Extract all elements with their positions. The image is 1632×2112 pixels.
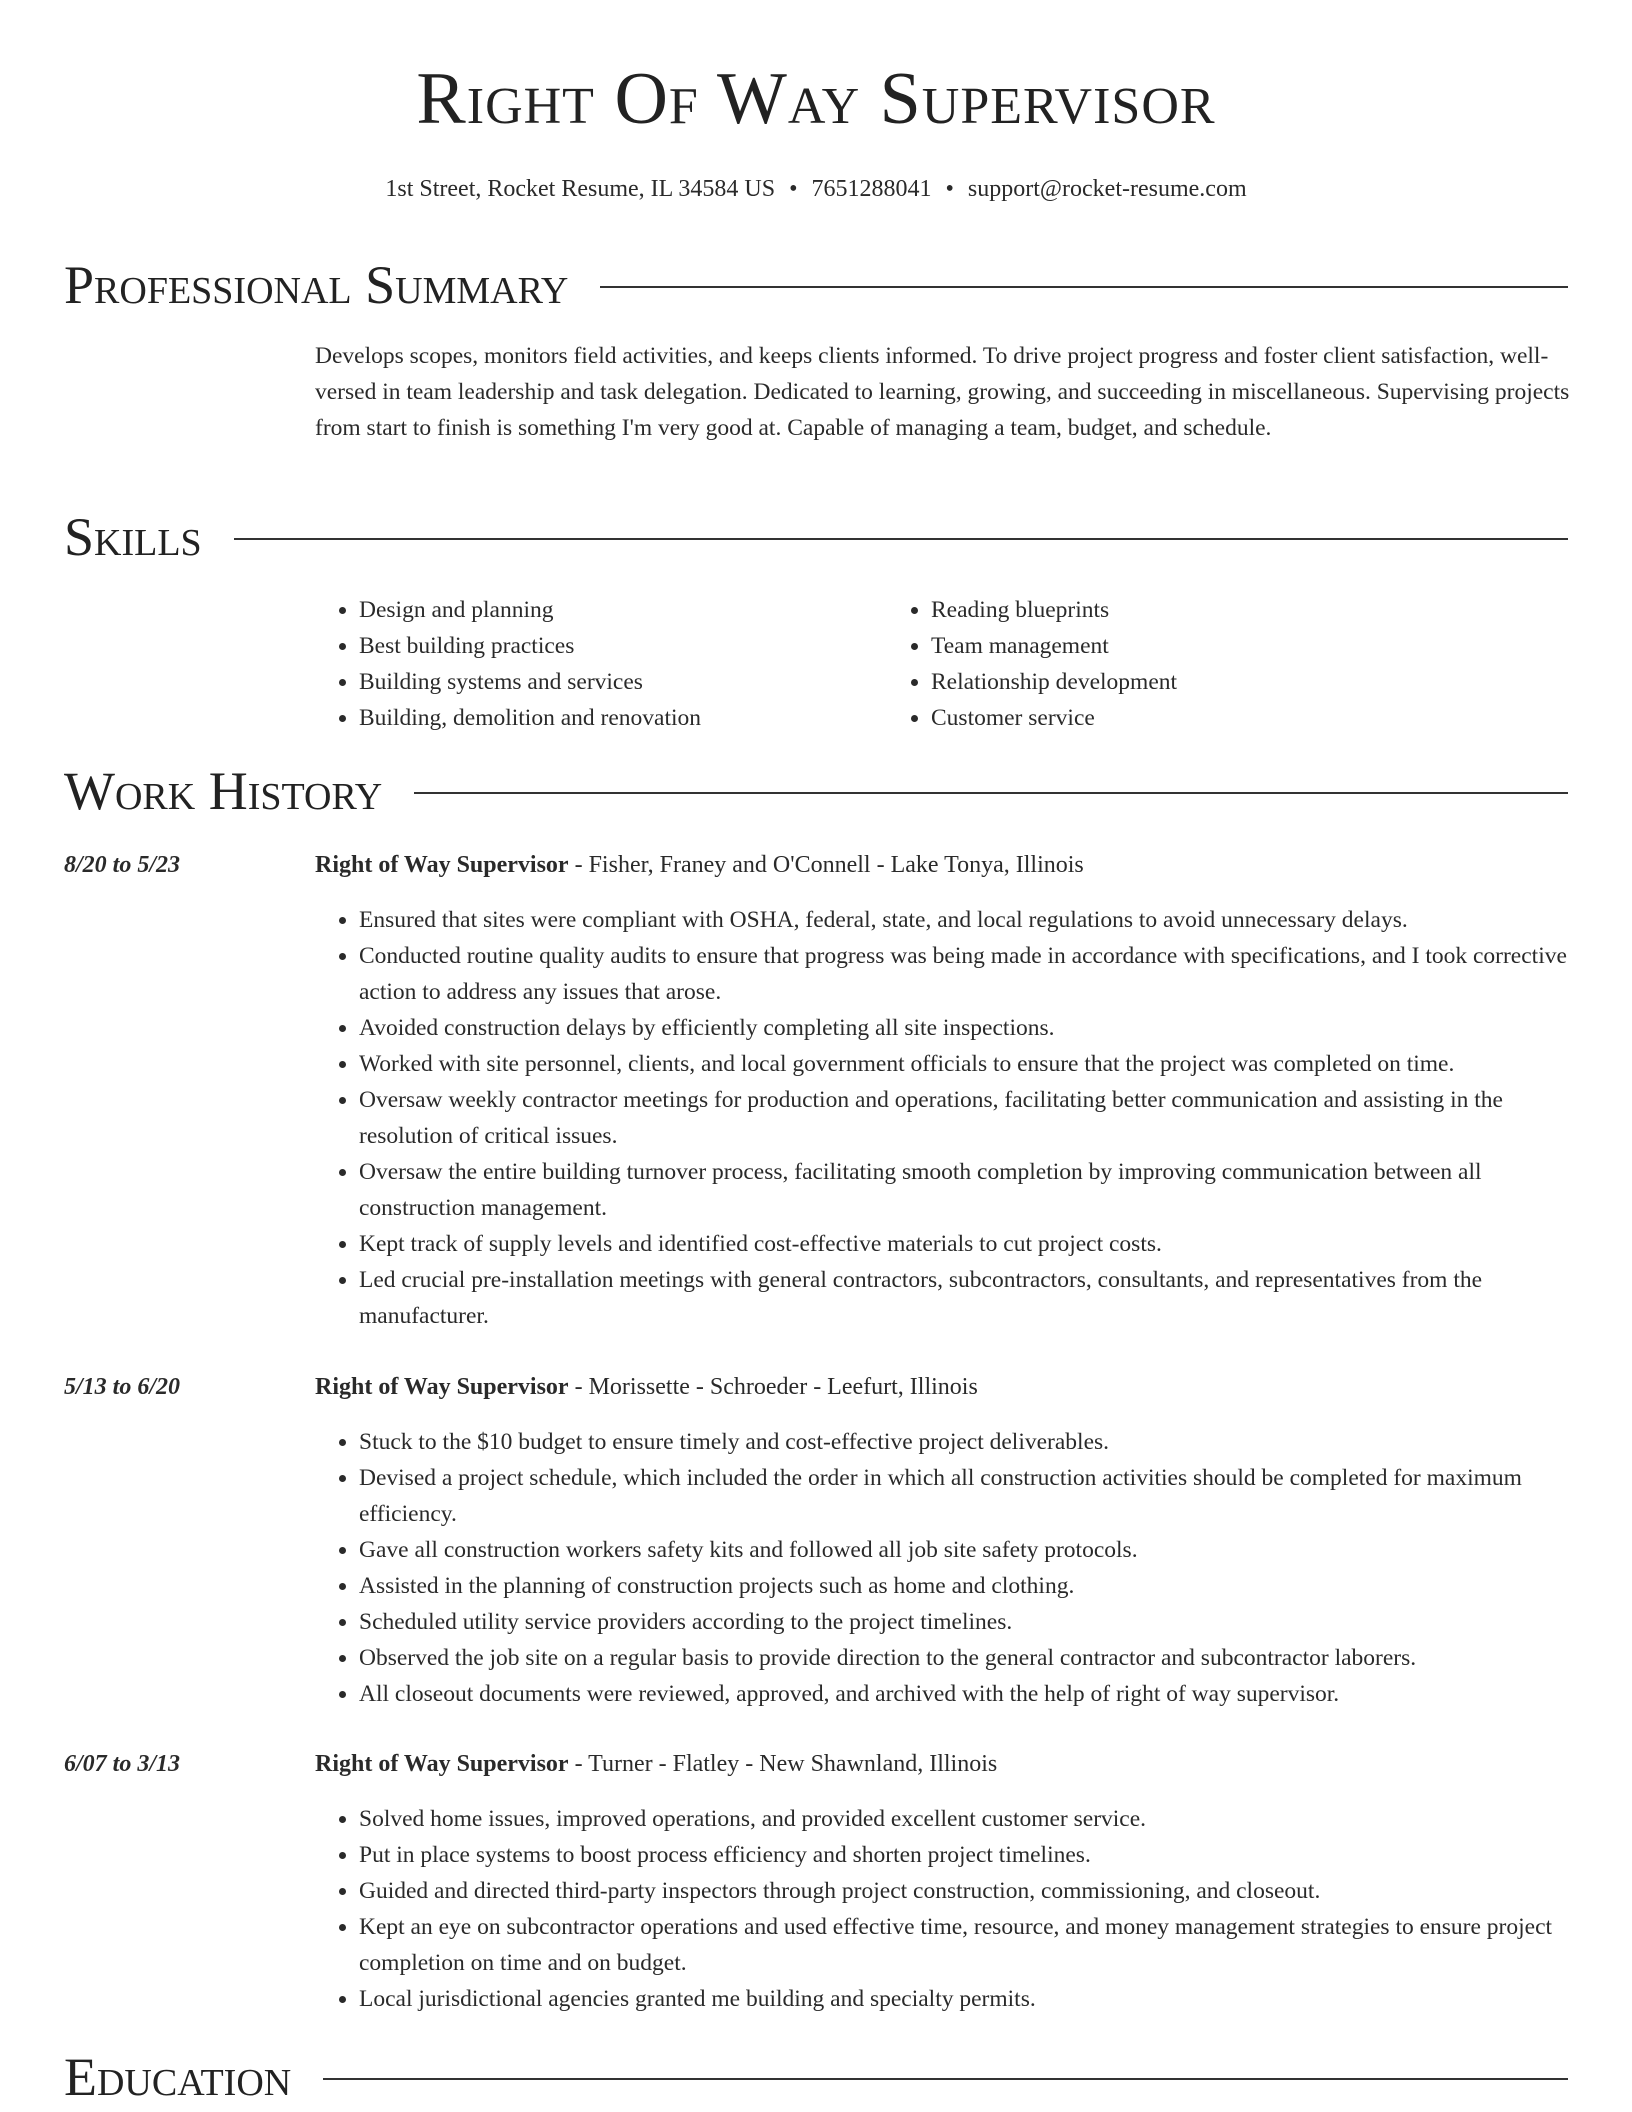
section-rule [323, 2078, 1568, 2080]
job-employer-location: - Turner - Flatley - New Shawnland, Illinois [568, 1751, 998, 1777]
section-header-summary [64, 255, 1568, 315]
job-bullet: • Devised a project schedule, which included the order in which all construction activities should be completed for maximum efficiency. [359, 1460, 1568, 1532]
job-bullet: • Solved home issues, improved operations, and provided excellent customer service. [359, 1801, 1568, 1837]
skill-item: • Building systems and services [359, 664, 887, 700]
resume-name: Right Of Way Supervisor [416, 58, 1216, 140]
section-title-skills: Skills [64, 507, 202, 567]
section-title-work: Work History [64, 761, 383, 821]
job-bullet: • Put in place systems to boost process efficiency and shorten project timelines. [359, 1837, 1568, 1873]
job-bullet: • Oversaw weekly contractor meetings for production and operations, facilitating better communication and assisting in the resolution of critical issues. [359, 1082, 1568, 1154]
section-header-work [64, 761, 1568, 821]
job-bullet: • Scheduled utility service providers according to the project timelines. [359, 1604, 1568, 1640]
job-bullet: • Worked with site personnel, clients, and local government officials to ensure that the project was completed on time. [359, 1046, 1568, 1082]
job-employer-location: - Morissette - Schroeder - Leefurt, Illinois [568, 1374, 978, 1400]
job-bullet: • All closeout documents were reviewed, approved, and archived with the help of right of way supervisor. [359, 1676, 1568, 1712]
job-bullets [315, 1801, 1568, 2017]
job-role: Right of Way Supervisor [315, 1374, 569, 1400]
skill-item: • Building, demolition and renovation [359, 700, 887, 736]
contact-line [0, 177, 1632, 201]
job-bullet: • Avoided construction delays by efficiently completing all site inspections. [359, 1010, 1568, 1046]
skill-item: • Customer service [931, 700, 1487, 736]
skill-item: • Best building practices [359, 628, 887, 664]
summary-text: Develops scopes, monitors field activities, and keeps clients informed. To drive project progress and foster client satisfaction, well-versed in team leadership and task delegation. Dedicated to learning, growing, and succeeding in miscellaneous. Supervising projects from start to finish is something I'm very good at. Capable of managing a team, budget, and schedule. [315, 343, 1570, 441]
contact-phone: 7651288041 [811, 176, 932, 202]
contact-separator: • [945, 176, 954, 202]
skills-column-right [887, 592, 1487, 736]
section-title-summary: Professional Summary [64, 255, 569, 315]
job-role: Right of Way Supervisor [315, 1751, 569, 1777]
job-role: Right of Way Supervisor [315, 852, 569, 878]
job-bullet: • Observed the job site on a regular basis to provide direction to the general contractor and subcontractor laborers. [359, 1640, 1568, 1676]
skill-item: • Team management [931, 628, 1487, 664]
job-bullet: • Assisted in the planning of construction projects such as home and clothing. [359, 1568, 1568, 1604]
job-bullet: • Kept track of supply levels and identified cost-effective materials to cut project costs. [359, 1226, 1568, 1262]
section-rule [414, 792, 1568, 794]
job-bullets [315, 1424, 1568, 1712]
job-bullets [315, 902, 1568, 1334]
job-bullet: • Kept an eye on subcontractor operations and used effective time, resource, and money management strategies to ensure project completion on time and on budget. [359, 1909, 1568, 1981]
job-dates: 6/07 to 3/13 [64, 1751, 181, 1777]
contact-separator: • [789, 176, 798, 202]
job-bullet: • Oversaw the entire building turnover process, facilitating smooth completion by improving communication between all construction management. [359, 1154, 1568, 1226]
section-header-education [64, 2047, 1568, 2107]
job-bullet: • Ensured that sites were compliant with OSHA, federal, state, and local regulations to avoid unnecessary delays. [359, 902, 1568, 938]
skill-item: • Relationship development [931, 664, 1487, 700]
job-bullet: • Led crucial pre-installation meetings with general contractors, subcontractors, consultants, and representatives from the manufacturer. [359, 1262, 1568, 1334]
skill-item: • Reading blueprints [931, 592, 1487, 628]
contact-email: support@rocket-resume.com [967, 176, 1247, 202]
contact-address: 1st Street, Rocket Resume, IL 34584 US [385, 176, 776, 202]
job-bullet: • Guided and directed third-party inspectors through project construction, commissioning, and closeout. [359, 1873, 1568, 1909]
job-title-line [315, 1746, 997, 1782]
job-dates: 8/20 to 5/23 [64, 852, 181, 878]
section-rule [234, 538, 1568, 540]
job-employer-location: - Fisher, Franey and O'Connell - Lake Tonya, Illinois [568, 852, 1084, 878]
section-header-skills [64, 507, 1568, 567]
job-bullet: • Stuck to the $10 budget to ensure timely and cost-effective project deliverables. [359, 1424, 1568, 1460]
section-rule [600, 286, 1568, 288]
section-title-education: Education [64, 2047, 292, 2107]
job-dates: 5/13 to 6/20 [64, 1374, 181, 1400]
job-bullet: • Conducted routine quality audits to ensure that progress was being made in accordance with specifications, and I took corrective action to address any issues that arose. [359, 938, 1568, 1010]
skill-item: • Design and planning [359, 592, 887, 628]
skills-list [315, 592, 1575, 736]
skills-column-left [315, 592, 887, 736]
job-title-line [315, 1369, 978, 1405]
job-title-line [315, 847, 1084, 883]
job-bullet: • Local jurisdictional agencies granted me building and specialty permits. [359, 1981, 1568, 2017]
job-bullet: • Gave all construction workers safety kits and followed all job site safety protocols. [359, 1532, 1568, 1568]
